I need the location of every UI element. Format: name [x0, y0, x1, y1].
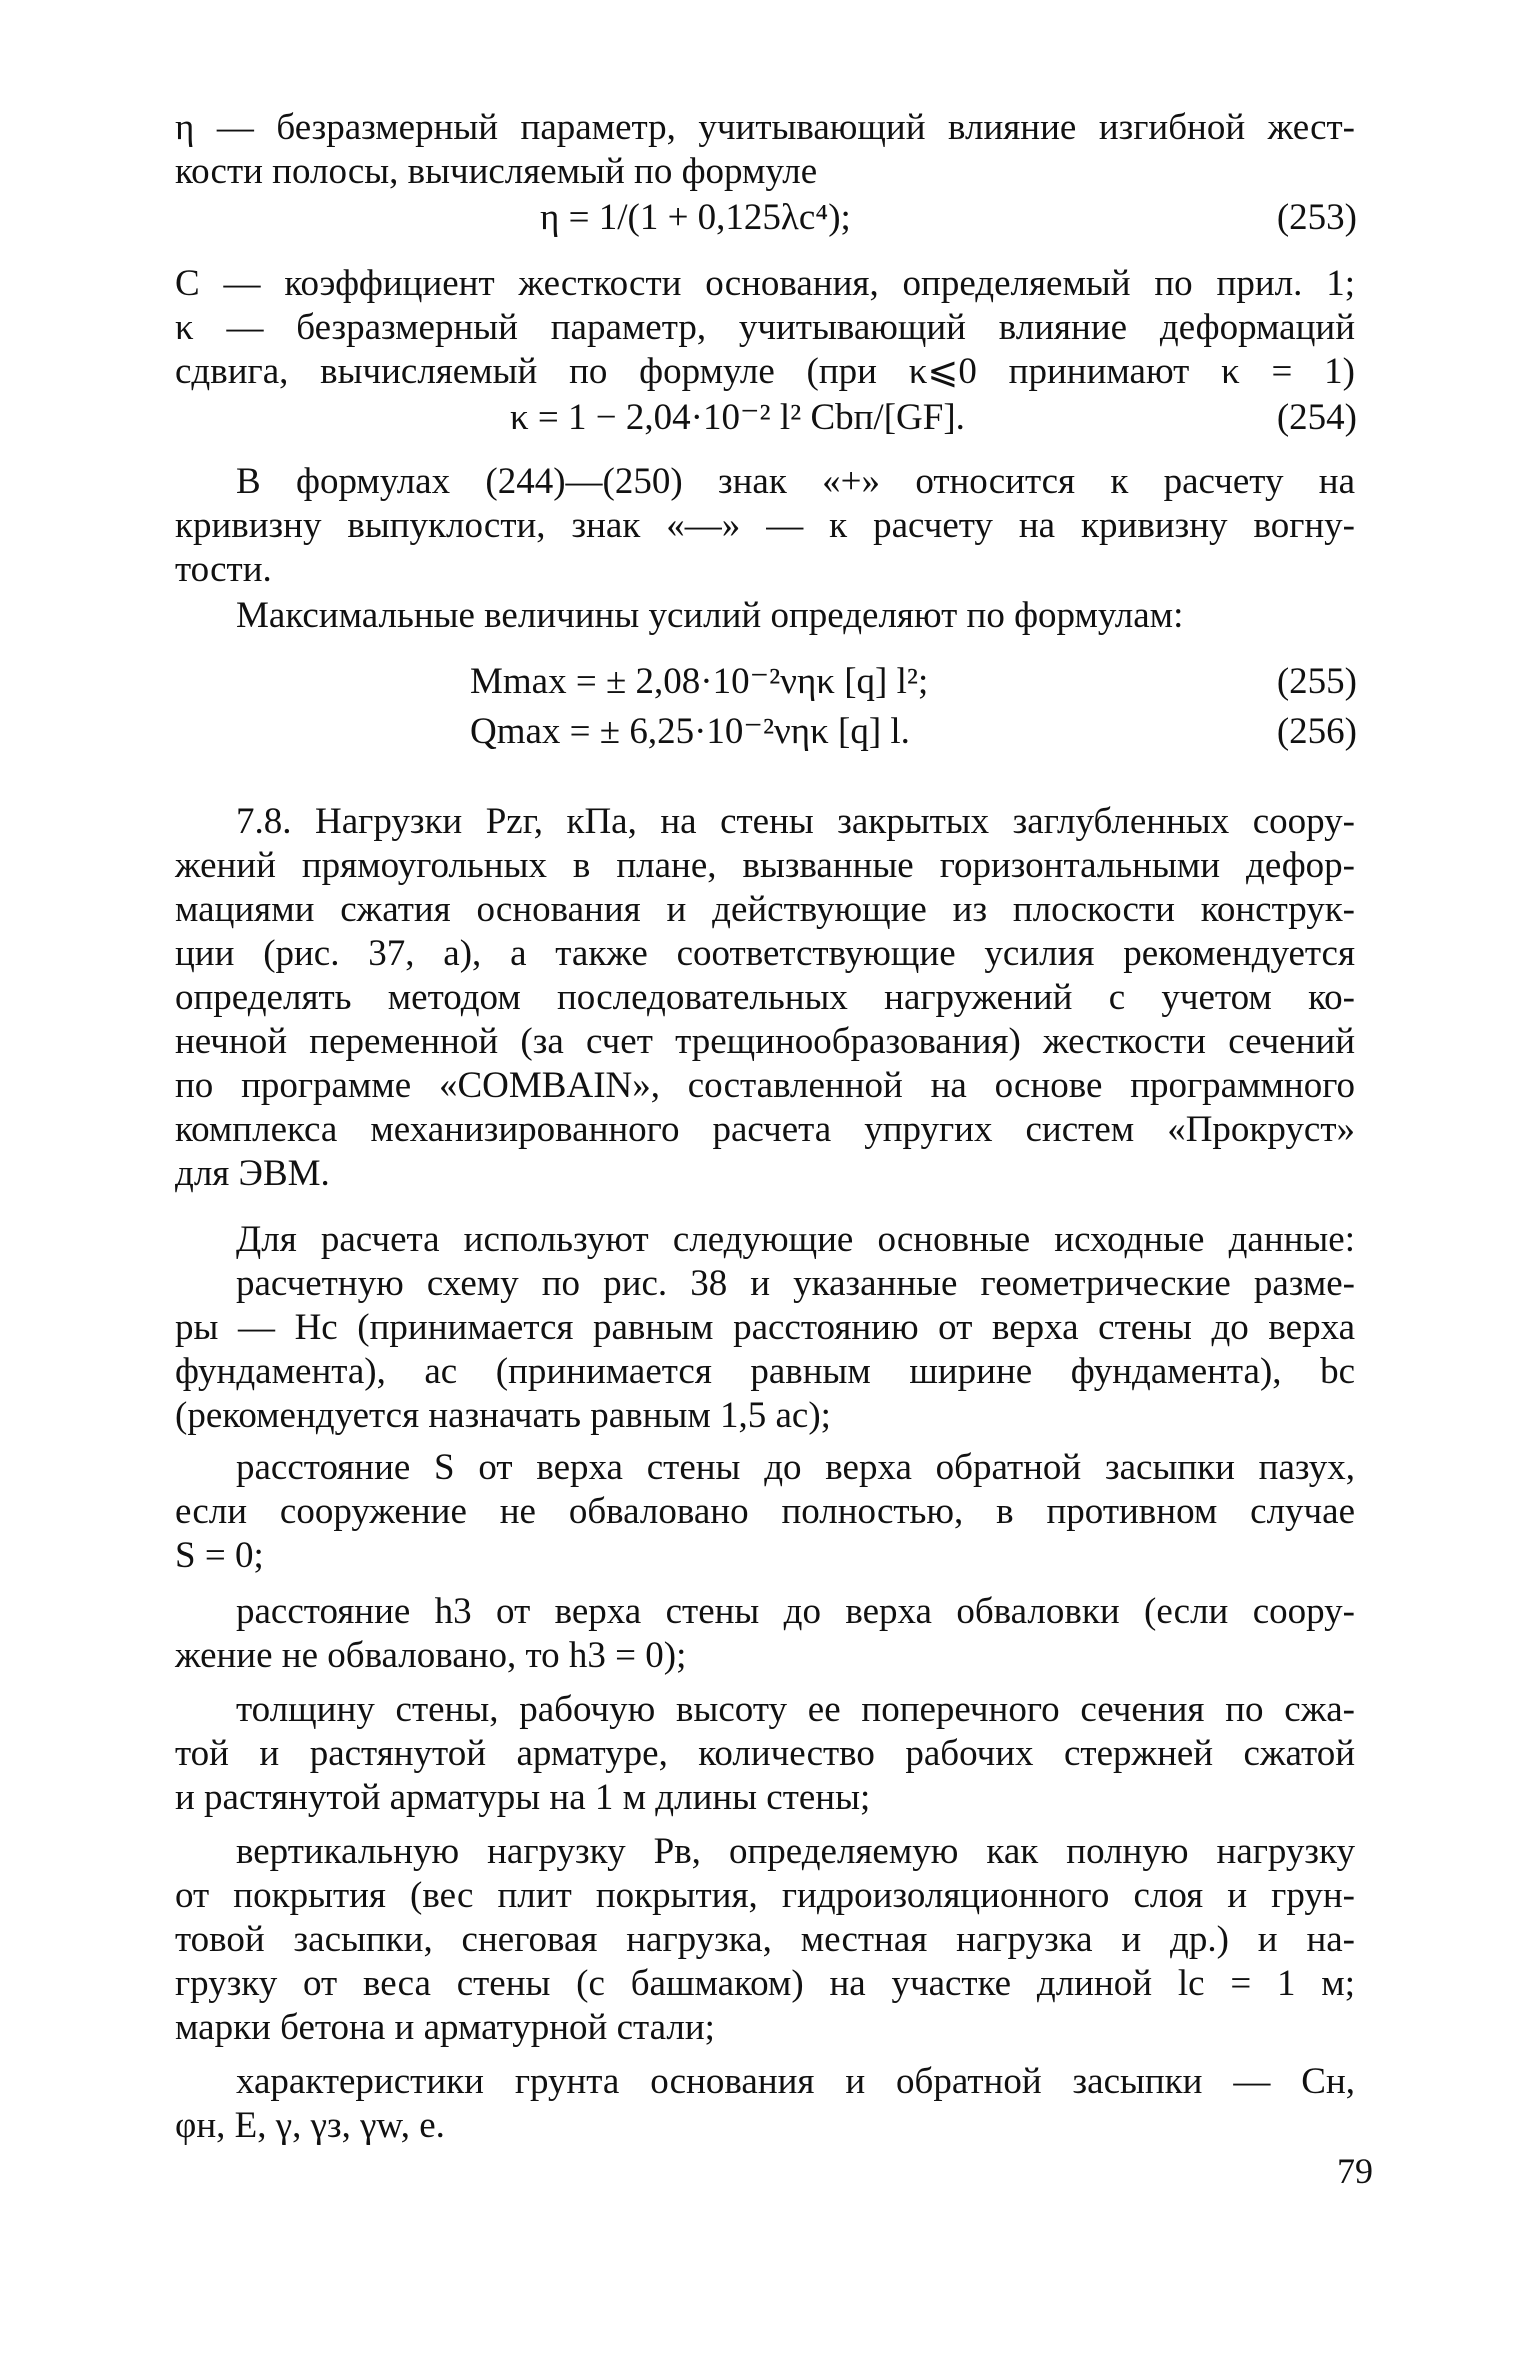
text-line: S = 0;: [175, 1535, 264, 1576]
text-line: жение не обваловано, то h3 = 0);: [175, 1635, 687, 1676]
text-line: Максимальные величины усилий определяют по формулам:: [236, 595, 1184, 636]
formula-255: Mmax = ± 2,08·10⁻²νηκ [q] l²;: [470, 661, 929, 702]
text-line: мациями сжатия основания и действующие из плоскости конструк-: [175, 889, 1355, 930]
text-line: В формулах (244)—(250) знак «+» относится к расчету на: [236, 461, 1355, 502]
text-line: товой засыпки, снеговая нагрузка, местная нагрузка и др.) и на-: [175, 1919, 1355, 1960]
text-line: грузку от веса стены (с башмаком) на участке длиной lc = 1 м;: [175, 1963, 1355, 2004]
text-line: той и растянутой арматуре, количество рабочих стержней сжатой: [175, 1733, 1355, 1774]
formula-254: κ = 1 − 2,04·10⁻² l² Cbп/[GF].: [510, 397, 965, 438]
text-line: C — коэффициент жесткости основания, определяемый по прил. 1;: [175, 263, 1355, 304]
text-line: характеристики грунта основания и обратной засыпки — Cн,: [236, 2061, 1355, 2102]
text-line: вертикальную нагрузку Pв, определяемую как полную нагрузку: [236, 1831, 1355, 1872]
text-line: от покрытия (вес плит покрытия, гидроизоляционного слоя и грун-: [175, 1875, 1355, 1916]
text-line: для ЭВМ.: [175, 1153, 330, 1194]
text-line: η — безразмерный параметр, учитывающий влияние изгибной жест-: [175, 107, 1355, 148]
text-line: ры — Hc (принимается равным расстоянию от верха стены до верха: [175, 1307, 1355, 1348]
text-line: Для расчета используют следующие основные исходные данные:: [236, 1219, 1355, 1260]
text-line: φн, E, γ, γз, γw, e.: [175, 2105, 445, 2146]
equation-number: (253): [1276, 197, 1357, 238]
text-line: кривизну выпуклости, знак «—» — к расчету на кривизну вогну-: [175, 505, 1355, 546]
text-line: расстояние h3 от верха стены до верха обваловки (если соору-: [236, 1591, 1355, 1632]
text-line: расстояние S от верха стены до верха обратной засыпки пазух,: [236, 1447, 1355, 1488]
text-line: 7.8. Нагрузки Pzг, кПа, на стены закрытых заглубленных соору-: [236, 801, 1355, 842]
text-line: по программе «COMBAIN», составленной на основе программного: [175, 1065, 1355, 1106]
equation-number: (254): [1276, 397, 1357, 438]
formula-253: η = 1/(1 + 0,125λc⁴);: [540, 197, 851, 238]
text-line: сдвига, вычисляемый по формуле (при κ⩽0 принимают κ = 1): [175, 351, 1355, 392]
text-line: ции (рис. 37, а), а также соответствующие усилия рекомендуется: [175, 933, 1355, 974]
text-line: определять методом последовательных нагружений с учетом ко-: [175, 977, 1355, 1018]
text-line: марки бетона и арматурной стали;: [175, 2007, 715, 2048]
text-line: κ — безразмерный параметр, учитывающий влияние деформаций: [175, 307, 1355, 348]
text-line: комплекса механизированного расчета упругих систем «Прокруст»: [175, 1109, 1355, 1150]
formula-256: Qmax = ± 6,25·10⁻²νηκ [q] l.: [470, 711, 910, 752]
text-line: толщину стены, рабочую высоту ее поперечного сечения по сжа-: [236, 1689, 1355, 1730]
text-line: жений прямоугольных в плане, вызванные горизонтальными дефор-: [175, 845, 1355, 886]
text-line: (рекомендуется назначать равным 1,5 ac);: [175, 1395, 831, 1436]
equation-number: (255): [1276, 661, 1357, 702]
equation-number: (256): [1276, 711, 1357, 752]
text-line: кости полосы, вычисляемый по формуле: [175, 151, 818, 192]
text-line: расчетную схему по рис. 38 и указанные геометрические разме-: [236, 1263, 1355, 1304]
text-line: и растянутой арматуры на 1 м длины стены;: [175, 1777, 871, 1818]
text-line: нечной переменной (за счет трещинообразования) жесткости сечений: [175, 1021, 1355, 1062]
text-line: тости.: [175, 549, 272, 590]
text-line: если сооружение не обвалованo полностью, в противном случае: [175, 1491, 1355, 1532]
text-line: фундамента), ac (принимается равным ширине фундамента), bc: [175, 1351, 1355, 1392]
page-number: 79: [1337, 2151, 1373, 2191]
